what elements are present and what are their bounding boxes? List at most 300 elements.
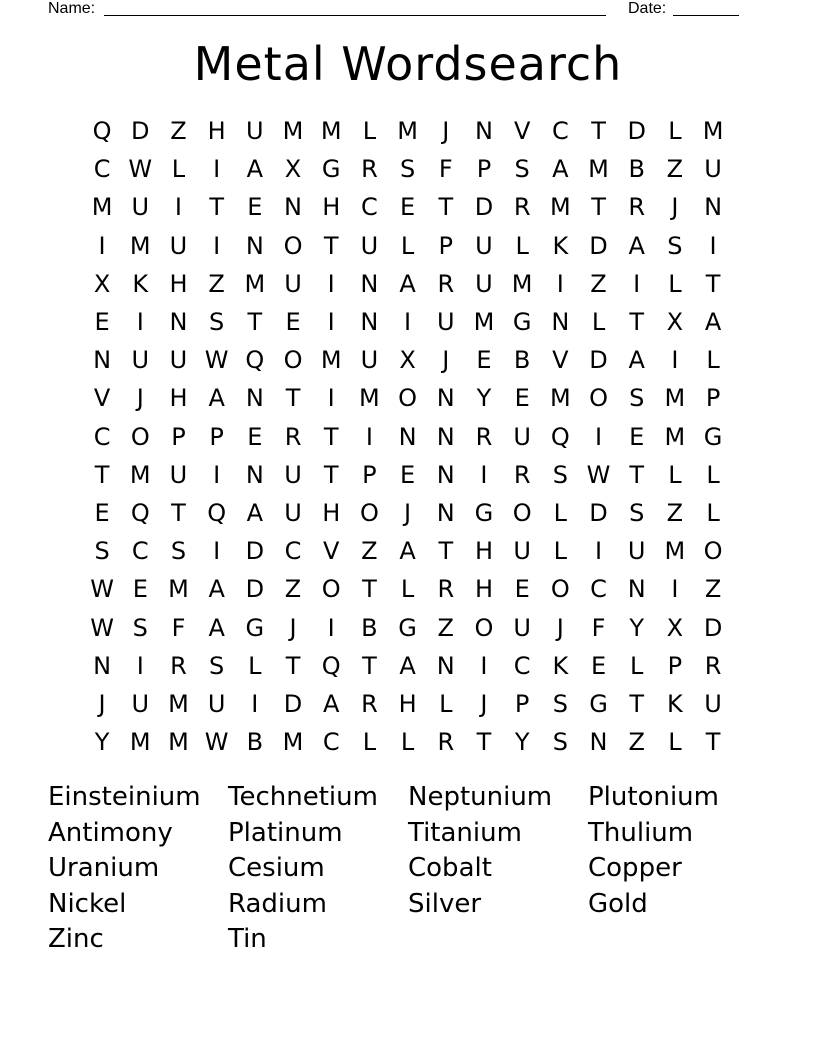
grid-letter[interactable]: J	[671, 193, 679, 222]
grid-letter[interactable]: U	[627, 537, 646, 566]
grid-letter[interactable]: H	[398, 689, 417, 718]
grid-letter[interactable]: E	[476, 346, 492, 375]
grid-letter[interactable]: N	[169, 308, 188, 337]
grid-letter[interactable]: M	[168, 728, 189, 757]
grid-letter[interactable]: N	[360, 308, 379, 337]
grid-letter[interactable]: I	[365, 422, 373, 451]
grid-letter[interactable]: M	[702, 117, 724, 146]
grid-letter[interactable]: L	[668, 269, 682, 298]
grid-letter[interactable]: T	[247, 308, 263, 337]
grid-letter[interactable]: D	[283, 689, 303, 718]
grid-letter[interactable]: L	[515, 231, 529, 260]
grid-letter[interactable]: I	[327, 308, 335, 337]
grid-letter[interactable]: S	[209, 308, 225, 337]
grid-letter[interactable]: U	[284, 269, 302, 298]
grid-letter[interactable]: S	[552, 728, 568, 757]
grid-letter[interactable]: N	[93, 651, 112, 680]
grid-letter[interactable]: U	[169, 460, 188, 489]
grid-letter[interactable]: L	[362, 728, 377, 757]
grid-letter[interactable]: S	[132, 613, 148, 642]
grid-letter[interactable]: I	[174, 193, 182, 222]
grid-letter[interactable]: F	[171, 613, 186, 642]
grid-letter[interactable]: I	[327, 384, 335, 413]
grid-letter[interactable]: T	[438, 193, 454, 222]
grid-letter[interactable]: R	[704, 651, 722, 680]
grid-letter[interactable]: L	[400, 575, 415, 604]
grid-letter[interactable]: T	[705, 269, 721, 298]
grid-letter[interactable]: R	[361, 689, 378, 718]
grid-letter[interactable]: D	[703, 613, 723, 642]
name-blank-line[interactable]	[104, 15, 606, 16]
grid-letter[interactable]: J	[480, 689, 488, 718]
grid-letter[interactable]: A	[704, 308, 722, 337]
grid-letter[interactable]: J	[556, 613, 564, 642]
grid-letter[interactable]: S	[94, 537, 110, 566]
grid-letter[interactable]: M	[129, 460, 151, 489]
grid-letter[interactable]: H	[474, 575, 493, 604]
grid-letter[interactable]: O	[283, 231, 303, 260]
grid-letter[interactable]: U	[513, 537, 531, 566]
grid-letter[interactable]: M	[549, 384, 571, 413]
grid-letter[interactable]: Q	[130, 498, 150, 527]
grid-letter[interactable]: A	[628, 231, 645, 260]
grid-letter[interactable]: R	[437, 575, 455, 604]
grid-letter[interactable]: F	[438, 155, 453, 184]
grid-letter[interactable]: W	[90, 613, 114, 642]
grid-letter[interactable]: I	[136, 308, 144, 337]
grid-letter[interactable]: A	[323, 689, 340, 718]
grid-letter[interactable]: C	[513, 651, 531, 680]
grid-letter[interactable]: S	[170, 537, 187, 566]
grid-letter[interactable]: U	[207, 689, 226, 718]
grid-letter[interactable]: G	[512, 308, 532, 337]
grid-letter[interactable]: M	[664, 422, 686, 451]
grid-letter[interactable]: T	[476, 728, 492, 757]
grid-letter[interactable]: N	[436, 422, 455, 451]
grid-letter[interactable]: E	[400, 193, 416, 222]
grid-letter[interactable]: O	[703, 537, 723, 566]
grid-letter[interactable]: X	[666, 308, 684, 337]
grid-letter[interactable]: I	[136, 651, 144, 680]
grid-letter[interactable]: U	[131, 689, 150, 718]
grid-letter[interactable]: T	[362, 575, 377, 604]
grid-letter[interactable]: T	[209, 193, 224, 222]
grid-letter[interactable]: M	[588, 155, 609, 184]
grid-letter[interactable]: L	[630, 651, 644, 680]
grid-letter[interactable]: T	[438, 537, 454, 566]
grid-letter[interactable]: M	[549, 193, 571, 222]
word-list-item: Cesium	[228, 853, 325, 883]
grid-letter[interactable]: Q	[207, 498, 227, 527]
grid-letter[interactable]: D	[589, 231, 608, 260]
grid-letter[interactable]: N	[436, 651, 455, 680]
grid-letter[interactable]: G	[703, 422, 723, 451]
grid-letter[interactable]: B	[628, 155, 645, 184]
grid-letter[interactable]: U	[284, 498, 302, 527]
grid-letter[interactable]: E	[285, 308, 301, 337]
grid-letter[interactable]: I	[671, 346, 679, 375]
grid-letter[interactable]: H	[207, 117, 226, 146]
grid-letter[interactable]: Z	[666, 498, 684, 527]
word-list-item: Antimony	[48, 817, 173, 848]
grid-letter[interactable]: G	[589, 689, 608, 718]
grid-letter[interactable]: M	[664, 537, 686, 566]
grid-letter[interactable]: U	[131, 346, 150, 375]
grid-letter[interactable]: D	[589, 346, 608, 375]
grid-letter[interactable]: O	[321, 575, 341, 604]
grid-letter[interactable]: V	[513, 117, 531, 146]
grid-letter[interactable]: E	[590, 651, 607, 680]
grid-letter[interactable]: G	[321, 155, 341, 184]
grid-letter[interactable]: A	[399, 269, 416, 298]
grid-letter[interactable]: V	[323, 537, 340, 566]
grid-letter[interactable]: E	[94, 308, 110, 337]
grid-letter[interactable]: M	[129, 231, 151, 260]
grid-letter[interactable]: I	[213, 155, 221, 184]
grid-letter[interactable]: A	[208, 613, 225, 642]
grid-letter[interactable]: O	[550, 575, 570, 604]
grid-letter[interactable]: L	[668, 117, 682, 146]
grid-letter[interactable]: L	[171, 155, 186, 184]
grid-letter[interactable]: M	[168, 575, 189, 604]
grid-letter[interactable]: C	[131, 537, 149, 566]
grid-letter[interactable]: G	[398, 613, 417, 642]
grid-letter[interactable]: U	[284, 460, 302, 489]
grid-letter[interactable]: D	[245, 575, 265, 604]
grid-letter[interactable]: Y	[476, 384, 492, 413]
grid-letter[interactable]: T	[323, 422, 339, 451]
grid-letter[interactable]: R	[437, 269, 455, 298]
grid-letter[interactable]: M	[359, 384, 380, 413]
grid-letter[interactable]: N	[398, 422, 417, 451]
grid-letter[interactable]: N	[704, 193, 723, 222]
grid-letter[interactable]: T	[591, 117, 606, 146]
grid-letter[interactable]: N	[245, 231, 264, 260]
grid-letter[interactable]: Y	[94, 728, 110, 757]
grid-letter[interactable]: U	[246, 117, 264, 146]
word-list-item: Einsteinium	[48, 782, 201, 812]
grid-letter[interactable]: Z	[590, 269, 607, 298]
grid-letter[interactable]: N	[436, 460, 455, 489]
date-blank-line[interactable]	[673, 15, 739, 16]
grid-letter[interactable]: D	[131, 117, 150, 146]
grid-letter[interactable]: R	[170, 651, 187, 680]
grid-letter[interactable]: E	[247, 193, 263, 222]
grid-letter[interactable]: U	[475, 269, 493, 298]
grid-letter[interactable]: M	[129, 728, 151, 757]
grid-letter[interactable]: J	[442, 346, 450, 375]
grid-letter[interactable]: L	[248, 651, 262, 680]
grid-letter[interactable]: L	[591, 308, 606, 337]
grid-letter[interactable]: W	[128, 155, 153, 184]
grid-letter[interactable]: H	[169, 269, 188, 298]
grid-letter[interactable]: I	[251, 689, 259, 718]
grid-letter[interactable]: O	[512, 498, 532, 527]
grid-letter[interactable]: D	[474, 193, 494, 222]
grid-letter[interactable]: I	[213, 537, 221, 566]
grid-letter[interactable]: A	[628, 346, 645, 375]
grid-letter[interactable]: U	[436, 308, 455, 337]
grid-letter[interactable]: X	[284, 155, 302, 184]
grid-letter[interactable]: J	[136, 384, 144, 413]
date-label: Date:	[628, 0, 667, 17]
grid-letter[interactable]: A	[208, 575, 225, 604]
grid-letter[interactable]: A	[208, 384, 225, 413]
grid-letter[interactable]: W	[586, 460, 611, 489]
grid-letter[interactable]: M	[664, 384, 686, 413]
grid-letter[interactable]: T	[629, 308, 645, 337]
grid-letter[interactable]: C	[93, 155, 111, 184]
grid-letter[interactable]: S	[514, 155, 530, 184]
grid-letter[interactable]: S	[399, 155, 416, 184]
grid-letter[interactable]: C	[551, 117, 569, 146]
grid-letter[interactable]: S	[667, 231, 683, 260]
grid-letter[interactable]: Z	[628, 728, 645, 757]
grid-letter[interactable]: P	[362, 460, 377, 489]
grid-letter[interactable]: G	[245, 613, 265, 642]
grid-letter[interactable]: I	[556, 269, 564, 298]
grid-letter[interactable]: R	[475, 422, 493, 451]
word-list-item: Nickel	[48, 888, 127, 919]
grid-letter[interactable]: Z	[170, 117, 187, 146]
grid-letter[interactable]: T	[705, 728, 721, 757]
name-date-line	[48, 0, 748, 20]
grid-letter[interactable]: E	[400, 460, 416, 489]
grid-letter[interactable]: J	[404, 498, 412, 527]
grid-letter[interactable]: R	[437, 728, 455, 757]
grid-letter[interactable]: M	[282, 728, 304, 757]
grid-letter[interactable]: R	[513, 193, 531, 222]
grid-letter[interactable]: C	[322, 728, 340, 757]
grid-letter[interactable]: I	[327, 269, 335, 298]
grid-letter[interactable]: U	[704, 689, 722, 718]
grid-letter[interactable]: K	[552, 651, 569, 680]
grid-letter[interactable]: Q	[321, 651, 341, 680]
grid-letter[interactable]: P	[171, 422, 186, 451]
grid-letter[interactable]: S	[209, 651, 225, 680]
grid-letter[interactable]: T	[285, 651, 301, 680]
grid-letter[interactable]: N	[245, 384, 264, 413]
grid-letter[interactable]: C	[590, 575, 607, 604]
grid-letter[interactable]: A	[246, 155, 264, 184]
grid-letter[interactable]: Y	[629, 613, 645, 642]
grid-letter[interactable]: J	[442, 117, 450, 146]
grid-letter[interactable]: Z	[361, 537, 378, 566]
grid-letter[interactable]: E	[94, 498, 110, 527]
grid-letter[interactable]: I	[480, 651, 488, 680]
grid-letter[interactable]: A	[246, 498, 264, 527]
grid-letter[interactable]: X	[93, 269, 111, 298]
grid-letter[interactable]: C	[361, 193, 378, 222]
grid-letter[interactable]: L	[668, 728, 682, 757]
grid-letter[interactable]: U	[131, 193, 150, 222]
grid-letter[interactable]: K	[132, 269, 149, 298]
grid-letter[interactable]: S	[552, 460, 568, 489]
page-title: Metal Wordsearch	[193, 37, 623, 91]
grid-letter[interactable]: W	[204, 346, 229, 375]
grid-letter[interactable]: Y	[514, 728, 530, 757]
grid-letter[interactable]: A	[399, 537, 416, 566]
grid-letter[interactable]: I	[213, 231, 221, 260]
grid-letter[interactable]: P	[476, 155, 492, 184]
grid-letter[interactable]: M	[91, 193, 113, 222]
grid-letter[interactable]: W	[90, 575, 114, 604]
grid-letter[interactable]: O	[359, 498, 379, 527]
grid-letter[interactable]: I	[709, 231, 717, 260]
grid-letter[interactable]: P	[667, 651, 683, 680]
grid-letter[interactable]: A	[399, 651, 416, 680]
grid-letter[interactable]: T	[171, 498, 186, 527]
grid-letter[interactable]: E	[247, 422, 263, 451]
grid-letter[interactable]: M	[320, 346, 342, 375]
grid-letter[interactable]: E	[132, 575, 148, 604]
grid-letter[interactable]: P	[514, 689, 530, 718]
grid-letter[interactable]: I	[480, 460, 488, 489]
grid-letter[interactable]: K	[667, 689, 683, 718]
grid-letter[interactable]: M	[244, 269, 266, 298]
grid-letter[interactable]: D	[627, 117, 646, 146]
grid-letter[interactable]: N	[436, 384, 455, 413]
grid-letter[interactable]: P	[438, 231, 454, 260]
grid-letter[interactable]: O	[283, 346, 303, 375]
grid-letter[interactable]: L	[439, 689, 453, 718]
grid-letter[interactable]: M	[320, 117, 342, 146]
grid-letter[interactable]: T	[629, 460, 645, 489]
grid-letter[interactable]: L	[553, 498, 568, 527]
grid-letter[interactable]: T	[629, 689, 645, 718]
grid-letter[interactable]: Z	[208, 269, 225, 298]
grid-letter[interactable]: J	[98, 689, 106, 718]
grid-letter[interactable]: L	[553, 537, 568, 566]
grid-letter[interactable]: L	[400, 728, 415, 757]
grid-letter[interactable]: R	[361, 155, 378, 184]
grid-letter[interactable]: B	[246, 728, 264, 757]
grid-letter[interactable]: E	[629, 422, 645, 451]
grid-letter[interactable]: O	[474, 613, 494, 642]
grid-letter[interactable]: N	[245, 460, 264, 489]
grid-letter[interactable]: U	[169, 231, 188, 260]
grid-letter[interactable]: O	[589, 384, 608, 413]
grid-letter[interactable]: B	[361, 613, 378, 642]
grid-letter[interactable]: A	[552, 155, 569, 184]
grid-letter[interactable]: R	[628, 193, 646, 222]
grid-letter[interactable]: U	[513, 613, 531, 642]
grid-letter[interactable]: L	[706, 460, 720, 489]
grid-letter[interactable]: H	[322, 498, 341, 527]
grid-letter[interactable]: I	[671, 575, 679, 604]
grid-letter[interactable]: R	[513, 460, 531, 489]
grid-letter[interactable]: M	[282, 117, 304, 146]
grid-letter[interactable]: E	[514, 575, 530, 604]
grid-letter[interactable]: S	[629, 384, 645, 413]
grid-letter[interactable]: O	[398, 384, 418, 413]
grid-letter[interactable]: M	[168, 689, 189, 718]
grid-letter[interactable]: S	[629, 498, 645, 527]
grid-letter[interactable]: C	[93, 422, 111, 451]
grid-letter[interactable]: K	[552, 231, 569, 260]
grid-letter[interactable]: L	[706, 498, 720, 527]
grid-letter[interactable]: Z	[666, 155, 684, 184]
grid-letter[interactable]: N	[474, 117, 493, 146]
grid-letter[interactable]: X	[399, 346, 416, 375]
grid-letter[interactable]: T	[285, 384, 301, 413]
grid-letter[interactable]: U	[513, 422, 531, 451]
grid-letter[interactable]: T	[323, 460, 339, 489]
grid-letter[interactable]: H	[474, 537, 493, 566]
grid-letter[interactable]: M	[511, 269, 533, 298]
grid-letter[interactable]: Q	[550, 422, 570, 451]
grid-letter[interactable]: R	[284, 422, 302, 451]
grid-letter[interactable]: I	[213, 460, 221, 489]
grid-letter[interactable]: T	[591, 193, 606, 222]
grid-letter[interactable]: M	[473, 308, 495, 337]
grid-letter[interactable]: Z	[284, 575, 302, 604]
grid-letter[interactable]: W	[204, 728, 229, 757]
grid-letter[interactable]: I	[404, 308, 412, 337]
grid-letter[interactable]: J	[289, 613, 297, 642]
grid-letter[interactable]: U	[475, 231, 493, 260]
grid-letter[interactable]: I	[594, 422, 603, 451]
grid-letter[interactable]: E	[514, 384, 530, 413]
grid-letter[interactable]: P	[209, 422, 224, 451]
grid-letter[interactable]: N	[436, 498, 455, 527]
grid-letter[interactable]: D	[589, 498, 608, 527]
grid-letter[interactable]: M	[397, 117, 418, 146]
grid-letter[interactable]: B	[513, 346, 531, 375]
grid-letter[interactable]: L	[706, 346, 720, 375]
grid-letter[interactable]: V	[93, 384, 111, 413]
grid-letter[interactable]: U	[169, 346, 188, 375]
grid-letter[interactable]: I	[633, 269, 641, 298]
grid-letter[interactable]: H	[322, 193, 341, 222]
grid-letter[interactable]: N	[627, 575, 646, 604]
grid-letter[interactable]: Z	[437, 613, 454, 642]
word-list-item: Neptunium	[408, 782, 553, 812]
grid-letter[interactable]: I	[98, 231, 106, 260]
grid-letter[interactable]: T	[362, 651, 377, 680]
word-list-item: Platinum	[228, 817, 343, 848]
grid-letter[interactable]: S	[552, 689, 568, 718]
grid-letter[interactable]: T	[94, 460, 110, 489]
grid-letter[interactable]: Q	[92, 117, 112, 146]
grid-letter[interactable]: I	[327, 613, 335, 642]
grid-letter[interactable]: L	[362, 117, 377, 146]
grid-letter[interactable]: L	[400, 231, 415, 260]
grid-letter[interactable]: H	[169, 384, 188, 413]
grid-letter[interactable]: N	[360, 269, 379, 298]
grid-letter[interactable]: N	[93, 346, 112, 375]
grid-letter[interactable]: G	[474, 498, 494, 527]
grid-letter[interactable]: V	[552, 346, 569, 375]
grid-letter[interactable]: D	[245, 537, 265, 566]
grid-letter[interactable]: I	[594, 537, 603, 566]
grid-letter[interactable]: U	[704, 155, 722, 184]
grid-letter[interactable]: X	[666, 613, 684, 642]
grid-letter[interactable]: O	[130, 422, 150, 451]
grid-letter[interactable]: C	[284, 537, 302, 566]
grid-letter[interactable]: N	[589, 728, 608, 757]
grid-letter[interactable]: N	[551, 308, 570, 337]
grid-letter[interactable]: Z	[704, 575, 722, 604]
grid-letter[interactable]: L	[668, 460, 682, 489]
grid-letter[interactable]: N	[284, 193, 302, 222]
grid-letter[interactable]: Q	[245, 346, 265, 375]
grid-letter[interactable]: F	[591, 613, 606, 642]
grid-letter[interactable]: U	[360, 231, 379, 260]
grid-letter[interactable]: P	[705, 384, 721, 413]
grid-letter[interactable]: T	[323, 231, 339, 260]
grid-letter[interactable]: U	[360, 346, 379, 375]
